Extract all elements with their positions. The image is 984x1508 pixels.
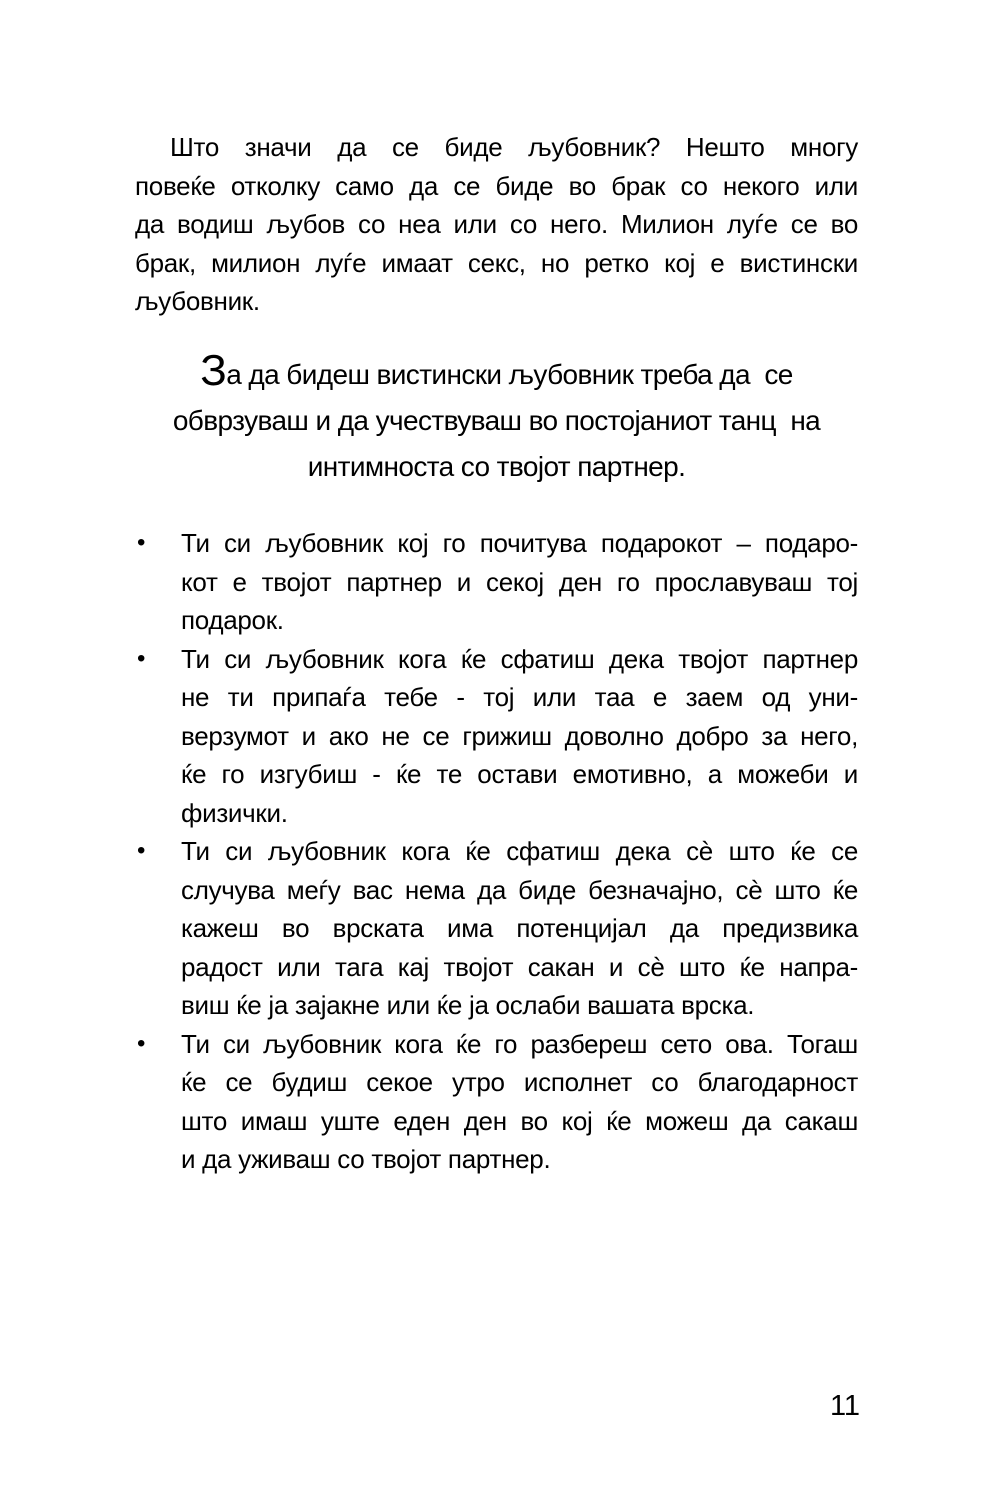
text-line: физички. [181,797,288,828]
text-line: обврзуваш и да учествуваш во постојаниот танц на [172,405,821,436]
text-line: Ти си љубовник кој го почитува подарокот – подаро- [181,528,858,558]
bullet-item [135,640,858,833]
bullet-icon: • [137,644,146,672]
text-line: случува меѓу вас нема да биде безначајно, сѐ што ќе [181,874,858,905]
bullet-item [135,1025,858,1179]
bullet-list [135,524,858,1179]
bullet-text [181,524,858,640]
text-line: љубовник. [135,286,260,316]
text-line: брак, милион луѓе имаат секс, но ретко кој е вистински [135,247,858,278]
text-line: подарок. [181,605,284,635]
bullet-text [181,1025,858,1179]
text-line: повеќе отколку само да се биде во брак со некого или [135,170,858,201]
text-line: не ти припаѓа тебе - тој или таа е заем од уни- [181,682,858,712]
callout-paragraph [130,346,863,490]
text-line: верзумот и ако не се грижиш доволно добро за него, [181,720,858,751]
bullet-item [135,832,858,1025]
callout-first-line-text: а да бидеш вистински љубовник треба да се [226,359,793,390]
text-line: Ти си љубовник кога ќе сфатиш дека твојот партнер [181,643,858,674]
bullet-icon: • [137,529,146,556]
text-line: ќе го изгубиш - ќе те остави емотивно, а можеби и [181,759,858,789]
text-line: ќе се будиш секое утро исполнет со благодарност [181,1067,858,1097]
text-line: Што значи да се биде љубовник? Нешто многу [170,132,858,162]
bullet-icon: • [137,1029,146,1057]
text-line: Ти си љубовник кога ќе го разбереш сето ова. Тогаш [181,1028,858,1059]
intro-paragraph [135,128,858,321]
text-line: Ти си љубовник кога ќе сфатиш дека сѐ што ќе се [181,836,858,866]
bullet-icon: • [137,837,146,864]
bullet-text [181,640,858,833]
callout-first-line [130,346,863,398]
text-line: интимноста со твојот партнер. [307,451,686,482]
text-line: виш ќе ја зајакне или ќе ја ослаби вашата врска. [181,990,755,1020]
page-number: 11 [829,1390,861,1422]
text-line: кот е твојот партнер и секој ден го прославуваш тој [181,566,858,597]
text-line: што имаш уште еден ден во кој ќе можеш да сакаш [181,1105,858,1136]
bullet-text [181,832,858,1025]
text-line: да водиш љубов со неа или со него. Милион луѓе се во [135,209,858,239]
text-line: радост или тага кај твојот сакан и сѐ што ќе напра- [181,951,858,982]
text-line: кажеш во врската има потенцијал да предизвика [181,913,858,943]
drop-cap-initial: З [200,346,227,395]
bullet-item [135,524,858,640]
callout-rest-lines [130,398,863,490]
text-line: и да уживаш со твојот партнер. [181,1144,551,1174]
